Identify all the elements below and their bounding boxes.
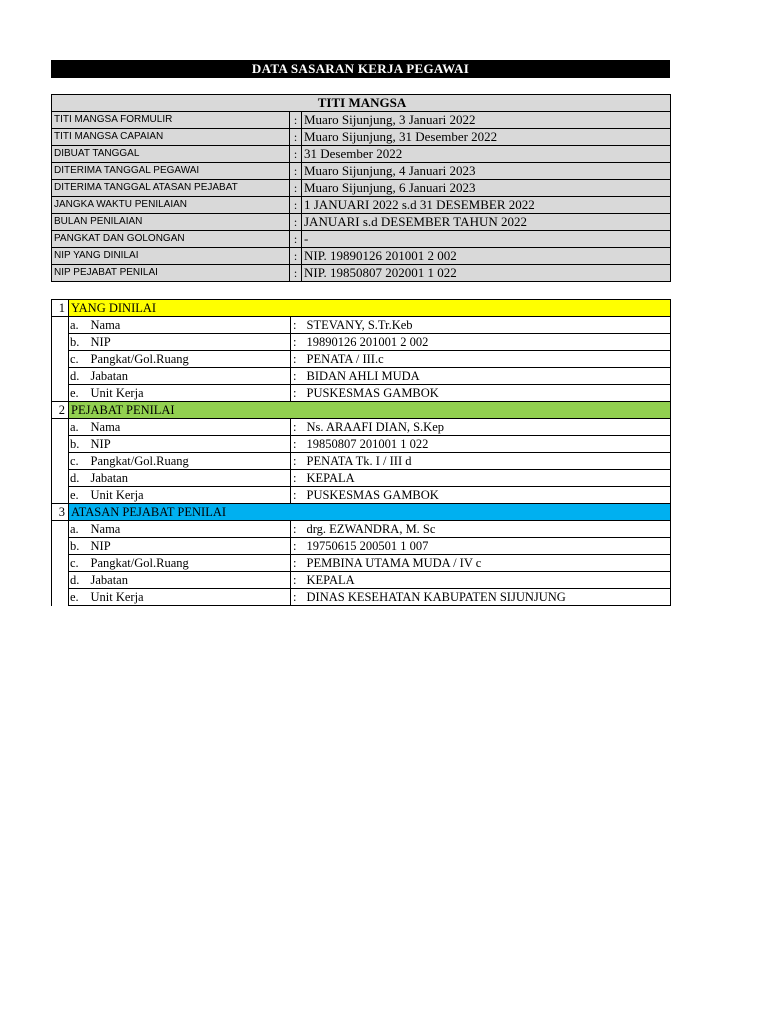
titi-mangsa-row (52, 146, 671, 163)
titi-mangsa-value: NIP. 19850807 202001 1 022 (302, 265, 671, 282)
titi-mangsa-separator: : (290, 231, 302, 248)
titi-mangsa-separator: : (290, 163, 302, 180)
row-letter: b. (69, 538, 89, 555)
titi-mangsa-label: NIP YANG DINILAI (52, 248, 290, 265)
section-row (52, 487, 671, 504)
row-label: Nama (89, 521, 291, 538)
titi-mangsa-row (52, 180, 671, 197)
row-letter: e. (69, 589, 89, 606)
row-separator: : (291, 487, 305, 504)
section-row (52, 351, 671, 368)
titi-mangsa-value: Muaro Sijunjung, 3 Januari 2022 (302, 112, 671, 129)
titi-mangsa-row (52, 129, 671, 146)
row-letter: e. (69, 487, 89, 504)
row-value: BIDAN AHLI MUDA (305, 368, 671, 385)
titi-mangsa-value: - (302, 231, 671, 248)
row-spacer (52, 589, 69, 606)
section-row (52, 521, 671, 538)
row-letter: c. (69, 555, 89, 572)
row-value: KEPALA (305, 470, 671, 487)
row-separator: : (291, 385, 305, 402)
row-separator: : (291, 521, 305, 538)
titi-mangsa-label: DITERIMA TANGGAL ATASAN PEJABAT (52, 180, 290, 197)
titi-mangsa-row (52, 231, 671, 248)
row-letter: a. (69, 419, 89, 436)
titi-mangsa-row (52, 265, 671, 282)
titi-mangsa-header-row (52, 95, 671, 112)
section-row (52, 334, 671, 351)
titi-mangsa-label: JANGKA WAKTU PENILAIAN (52, 197, 290, 214)
section-row (52, 470, 671, 487)
row-separator: : (291, 453, 305, 470)
row-letter: b. (69, 436, 89, 453)
row-label: NIP (89, 538, 291, 555)
row-letter: d. (69, 572, 89, 589)
titi-mangsa-separator: : (290, 180, 302, 197)
pegawai-table (51, 299, 671, 606)
section-row (52, 453, 671, 470)
titi-mangsa-separator: : (290, 197, 302, 214)
row-letter: d. (69, 470, 89, 487)
titi-mangsa-separator: : (290, 214, 302, 231)
titi-mangsa-label: TITI MANGSA CAPAIAN (52, 129, 290, 146)
titi-mangsa-value: NIP. 19890126 201001 2 002 (302, 248, 671, 265)
row-label: Jabatan (89, 368, 291, 385)
row-spacer (52, 317, 69, 334)
row-value: KEPALA (305, 572, 671, 589)
row-letter: b. (69, 334, 89, 351)
row-spacer (52, 572, 69, 589)
row-spacer (52, 351, 69, 368)
section-row (52, 555, 671, 572)
row-separator: : (291, 470, 305, 487)
row-spacer (52, 538, 69, 555)
titi-mangsa-header: TITI MANGSA (52, 95, 671, 112)
row-separator: : (291, 436, 305, 453)
titi-mangsa-label: NIP PEJABAT PENILAI (52, 265, 290, 282)
titi-mangsa-value: Muaro Sijunjung, 4 Januari 2023 (302, 163, 671, 180)
row-spacer (52, 521, 69, 538)
row-separator: : (291, 334, 305, 351)
row-label: Jabatan (89, 572, 291, 589)
section-row (52, 538, 671, 555)
titi-mangsa-label: TITI MANGSA FORMULIR (52, 112, 290, 129)
row-spacer (52, 555, 69, 572)
row-separator: : (291, 538, 305, 555)
row-label: Unit Kerja (89, 385, 291, 402)
row-letter: c. (69, 453, 89, 470)
row-value: 19890126 201001 2 002 (305, 334, 671, 351)
titi-mangsa-value: Muaro Sijunjung, 6 Januari 2023 (302, 180, 671, 197)
section-row (52, 385, 671, 402)
row-letter: d. (69, 368, 89, 385)
titi-mangsa-value: 31 Desember 2022 (302, 146, 671, 163)
section-header-row (52, 504, 671, 521)
titi-mangsa-value: 1 JANUARI 2022 s.d 31 DESEMBER 2022 (302, 197, 671, 214)
row-spacer (52, 419, 69, 436)
section-number: 3 (52, 504, 69, 521)
titi-mangsa-separator: : (290, 248, 302, 265)
section-row (52, 436, 671, 453)
row-spacer (52, 385, 69, 402)
row-value: PUSKESMAS GAMBOK (305, 385, 671, 402)
section-number: 2 (52, 402, 69, 419)
row-spacer (52, 436, 69, 453)
row-label: Pangkat/Gol.Ruang (89, 351, 291, 368)
row-value: 19850807 201001 1 022 (305, 436, 671, 453)
row-spacer (52, 487, 69, 504)
section-row (52, 589, 671, 606)
row-label: Unit Kerja (89, 487, 291, 504)
row-label: Jabatan (89, 470, 291, 487)
row-letter: e. (69, 385, 89, 402)
row-separator: : (291, 368, 305, 385)
row-value: PENATA / III.c (305, 351, 671, 368)
titi-mangsa-separator: : (290, 265, 302, 282)
row-label: Unit Kerja (89, 589, 291, 606)
section-header-row (52, 300, 671, 317)
section-row (52, 317, 671, 334)
section-number: 1 (52, 300, 69, 317)
row-value: PUSKESMAS GAMBOK (305, 487, 671, 504)
row-separator: : (291, 317, 305, 334)
titi-mangsa-row (52, 248, 671, 265)
titi-mangsa-label: DIBUAT TANGGAL (52, 146, 290, 163)
row-value: 19750615 200501 1 007 (305, 538, 671, 555)
titi-mangsa-label: BULAN PENILAIAN (52, 214, 290, 231)
section-row (52, 419, 671, 436)
row-value: STEVANY, S.Tr.Keb (305, 317, 671, 334)
row-separator: : (291, 419, 305, 436)
row-label: Pangkat/Gol.Ruang (89, 453, 291, 470)
titi-mangsa-row (52, 197, 671, 214)
section-title: YANG DINILAI (69, 300, 671, 317)
section-row (52, 572, 671, 589)
row-separator: : (291, 572, 305, 589)
row-value: Ns. ARAAFI DIAN, S.Kep (305, 419, 671, 436)
row-separator: : (291, 589, 305, 606)
titi-mangsa-label: PANGKAT DAN GOLONGAN (52, 231, 290, 248)
row-spacer (52, 470, 69, 487)
row-label: Nama (89, 317, 291, 334)
row-value: drg. EZWANDRA, M. Sc (305, 521, 671, 538)
row-spacer (52, 453, 69, 470)
section-title: ATASAN PEJABAT PENILAI (69, 504, 671, 521)
titi-mangsa-separator: : (290, 129, 302, 146)
titi-mangsa-label: DITERIMA TANGGAL PEGAWAI (52, 163, 290, 180)
section-title: PEJABAT PENILAI (69, 402, 671, 419)
row-spacer (52, 334, 69, 351)
row-label: Nama (89, 419, 291, 436)
row-letter: a. (69, 317, 89, 334)
row-value: PEMBINA UTAMA MUDA / IV c (305, 555, 671, 572)
section-row (52, 368, 671, 385)
document-title: DATA SASARAN KERJA PEGAWAI (51, 60, 670, 78)
titi-mangsa-row (52, 163, 671, 180)
row-value: PENATA Tk. I / III d (305, 453, 671, 470)
titi-mangsa-separator: : (290, 112, 302, 129)
row-separator: : (291, 351, 305, 368)
row-spacer (52, 368, 69, 385)
row-letter: a. (69, 521, 89, 538)
titi-mangsa-row (52, 112, 671, 129)
row-label: NIP (89, 334, 291, 351)
row-letter: c. (69, 351, 89, 368)
titi-mangsa-separator: : (290, 146, 302, 163)
row-label: Pangkat/Gol.Ruang (89, 555, 291, 572)
row-value: DINAS KESEHATAN KABUPATEN SIJUNJUNG (305, 589, 671, 606)
section-header-row (52, 402, 671, 419)
titi-mangsa-row (52, 214, 671, 231)
titi-mangsa-value: Muaro Sijunjung, 31 Desember 2022 (302, 129, 671, 146)
titi-mangsa-value: JANUARI s.d DESEMBER TAHUN 2022 (302, 214, 671, 231)
titi-mangsa-table (51, 94, 671, 282)
row-separator: : (291, 555, 305, 572)
row-label: NIP (89, 436, 291, 453)
